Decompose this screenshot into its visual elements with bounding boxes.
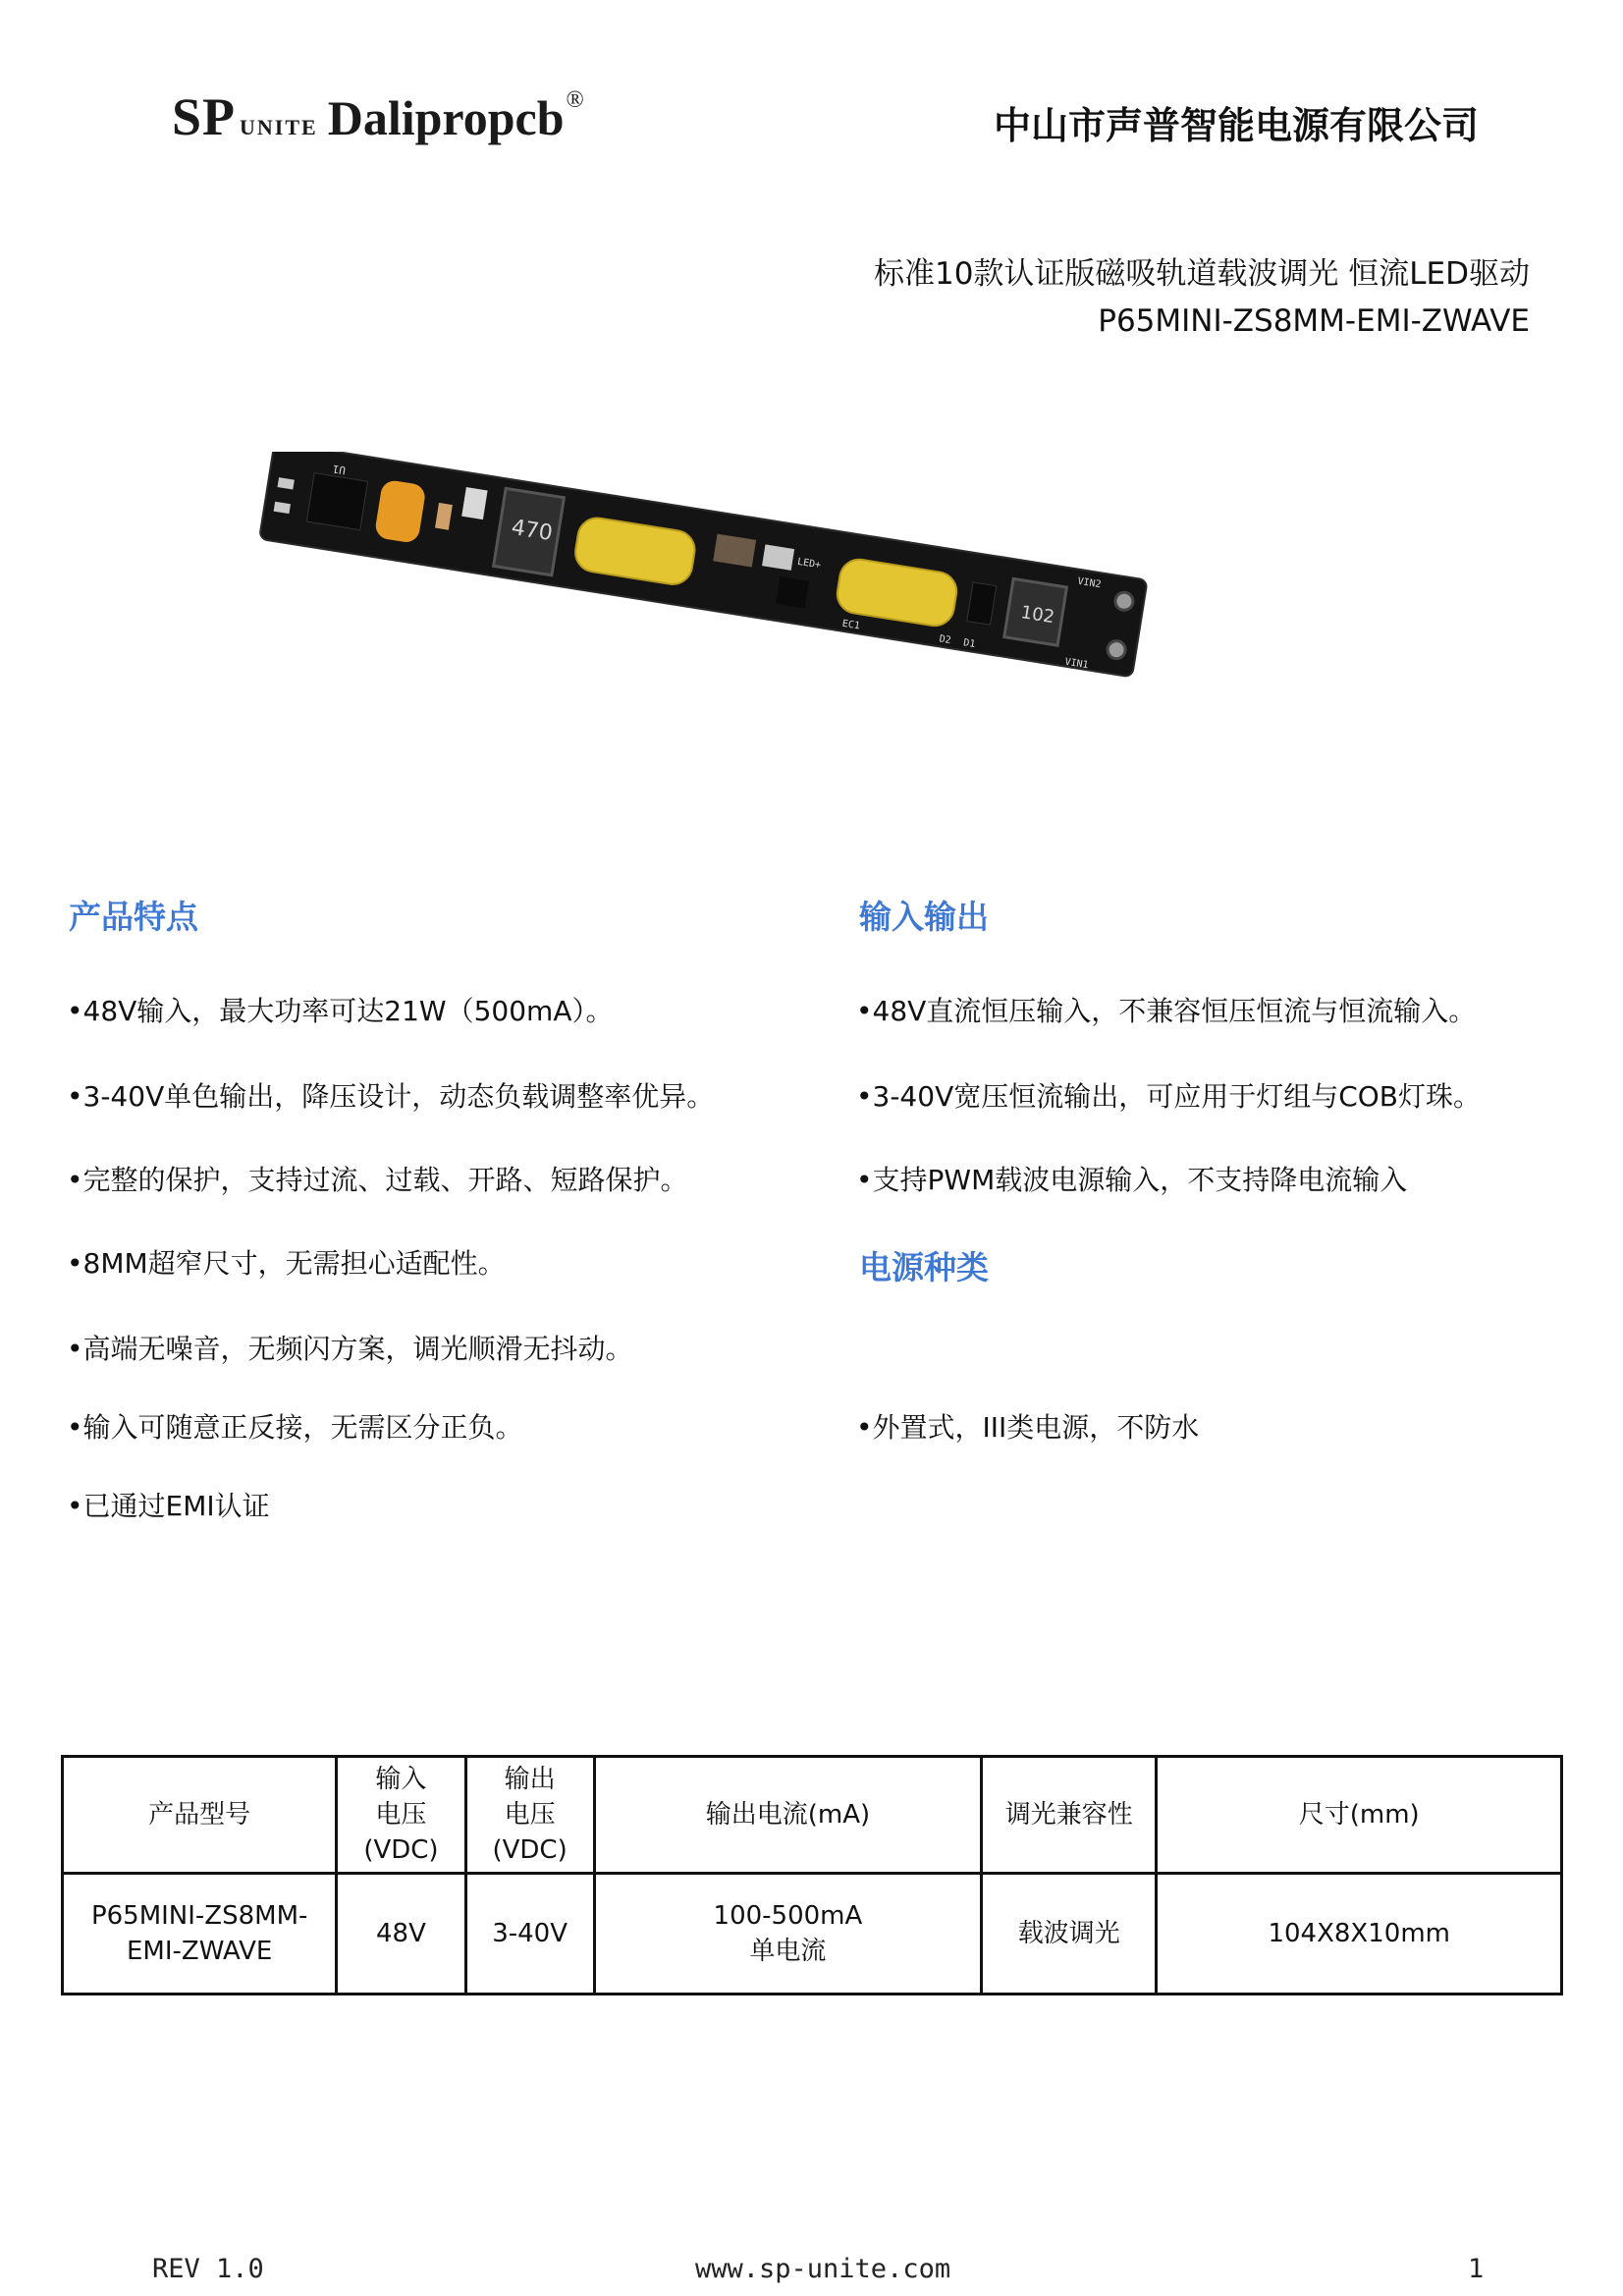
product-pcb-image: [245, 452, 1159, 746]
cell-input: 48V: [337, 1874, 465, 1995]
inductor-label-102: 102: [1019, 602, 1056, 629]
feature-item: •完整的保护，支持过流、过载、开路、短路保护。: [67, 1164, 688, 1196]
pcb-label-vin1: VIN1: [1063, 656, 1090, 672]
header-dimming: 调光兼容性: [982, 1757, 1157, 1874]
pcb-label-ec1: EC1: [840, 618, 861, 632]
table-row: [63, 1874, 1562, 1995]
pcb-label-led: LED+: [796, 556, 822, 572]
cell-output: 3-40V: [465, 1874, 594, 1995]
inductor-label-470: 470: [510, 515, 555, 547]
io-heading: 输入输出: [859, 898, 989, 936]
cell-size: 104X8X10mm: [1157, 1874, 1562, 1995]
io-item: •支持PWM载波电源输入，不支持降电流输入: [856, 1164, 1408, 1196]
cell-current-line2: 单电流: [749, 1937, 827, 1966]
io-item: •3-40V宽压恒流输出，可应用于灯组与COB灯珠。: [856, 1080, 1482, 1113]
feature-item: •输入可随意正反接，无需区分正负。: [67, 1411, 523, 1444]
brand-logo: [172, 86, 584, 147]
header-input: [337, 1757, 465, 1874]
header-model: 产品型号: [63, 1757, 337, 1874]
company-name: 中山市声普智能电源有限公司: [993, 104, 1479, 147]
feature-item: •3-40V单色输出，降压设计，动态负载调整率优异。: [67, 1080, 715, 1113]
header-output: [465, 1757, 594, 1874]
registered-mark: ®: [566, 87, 584, 113]
logo-unite: UNITE: [240, 115, 318, 139]
spec-table: [61, 1755, 1563, 1995]
header-current: 输出电流(mA): [594, 1757, 982, 1874]
pcb-label-vin2: VIN2: [1076, 575, 1103, 591]
power-type-item: •外置式，III类电源，不防水: [856, 1411, 1200, 1444]
product-title: [874, 250, 1530, 345]
title-line-2: P65MINI-ZS8MM-EMI-ZWAVE: [1098, 303, 1530, 339]
pcb-label-d2: D2: [938, 633, 952, 647]
pcb-label-d1: D1: [962, 637, 977, 651]
cell-model-line2: EMI-ZWAVE: [127, 1937, 273, 1966]
features-heading: 产品特点: [69, 898, 198, 936]
cell-model-line1: P65MINI-ZS8MM-: [90, 1901, 308, 1931]
feature-item: •8MM超窄尺寸，无需担心适配性。: [67, 1247, 506, 1280]
table-header-row: [63, 1757, 1562, 1874]
feature-item: •48V输入，最大功率可达21W（500mA）。: [67, 995, 614, 1027]
logo-brand: Dalipropcb: [327, 90, 565, 145]
cell-model: [63, 1874, 337, 1995]
header-input-line1: 输入: [375, 1765, 427, 1794]
header-input-line2: 电压(VDC): [363, 1800, 439, 1865]
power-type-heading: 电源种类: [859, 1248, 989, 1286]
footer-page-number: 1: [1468, 2254, 1485, 2284]
feature-item: •高端无噪音，无频闪方案，调光顺滑无抖动。: [67, 1333, 633, 1365]
pcb-label-u1: U1: [331, 462, 348, 477]
header-output-line1: 输出: [504, 1765, 556, 1794]
cell-current: [594, 1874, 982, 1995]
feature-item: •已通过EMI认证: [67, 1490, 270, 1522]
io-item: •48V直流恒压输入，不兼容恒压恒流与恒流输入。: [856, 995, 1477, 1027]
title-line-1: 标准10款认证版磁吸轨道载波调光 恒流LED驱动: [873, 256, 1530, 292]
cell-current-line1: 100-500mA: [713, 1901, 863, 1931]
footer-website[interactable]: www.sp-unite.com: [695, 2254, 951, 2284]
footer-revision: REV 1.0: [152, 2254, 264, 2284]
cell-dimming: 载波调光: [982, 1874, 1157, 1995]
logo-sp: SP: [172, 87, 237, 146]
header-size: 尺寸(mm): [1157, 1757, 1562, 1874]
header-output-line2: 电压(VDC): [492, 1800, 568, 1865]
